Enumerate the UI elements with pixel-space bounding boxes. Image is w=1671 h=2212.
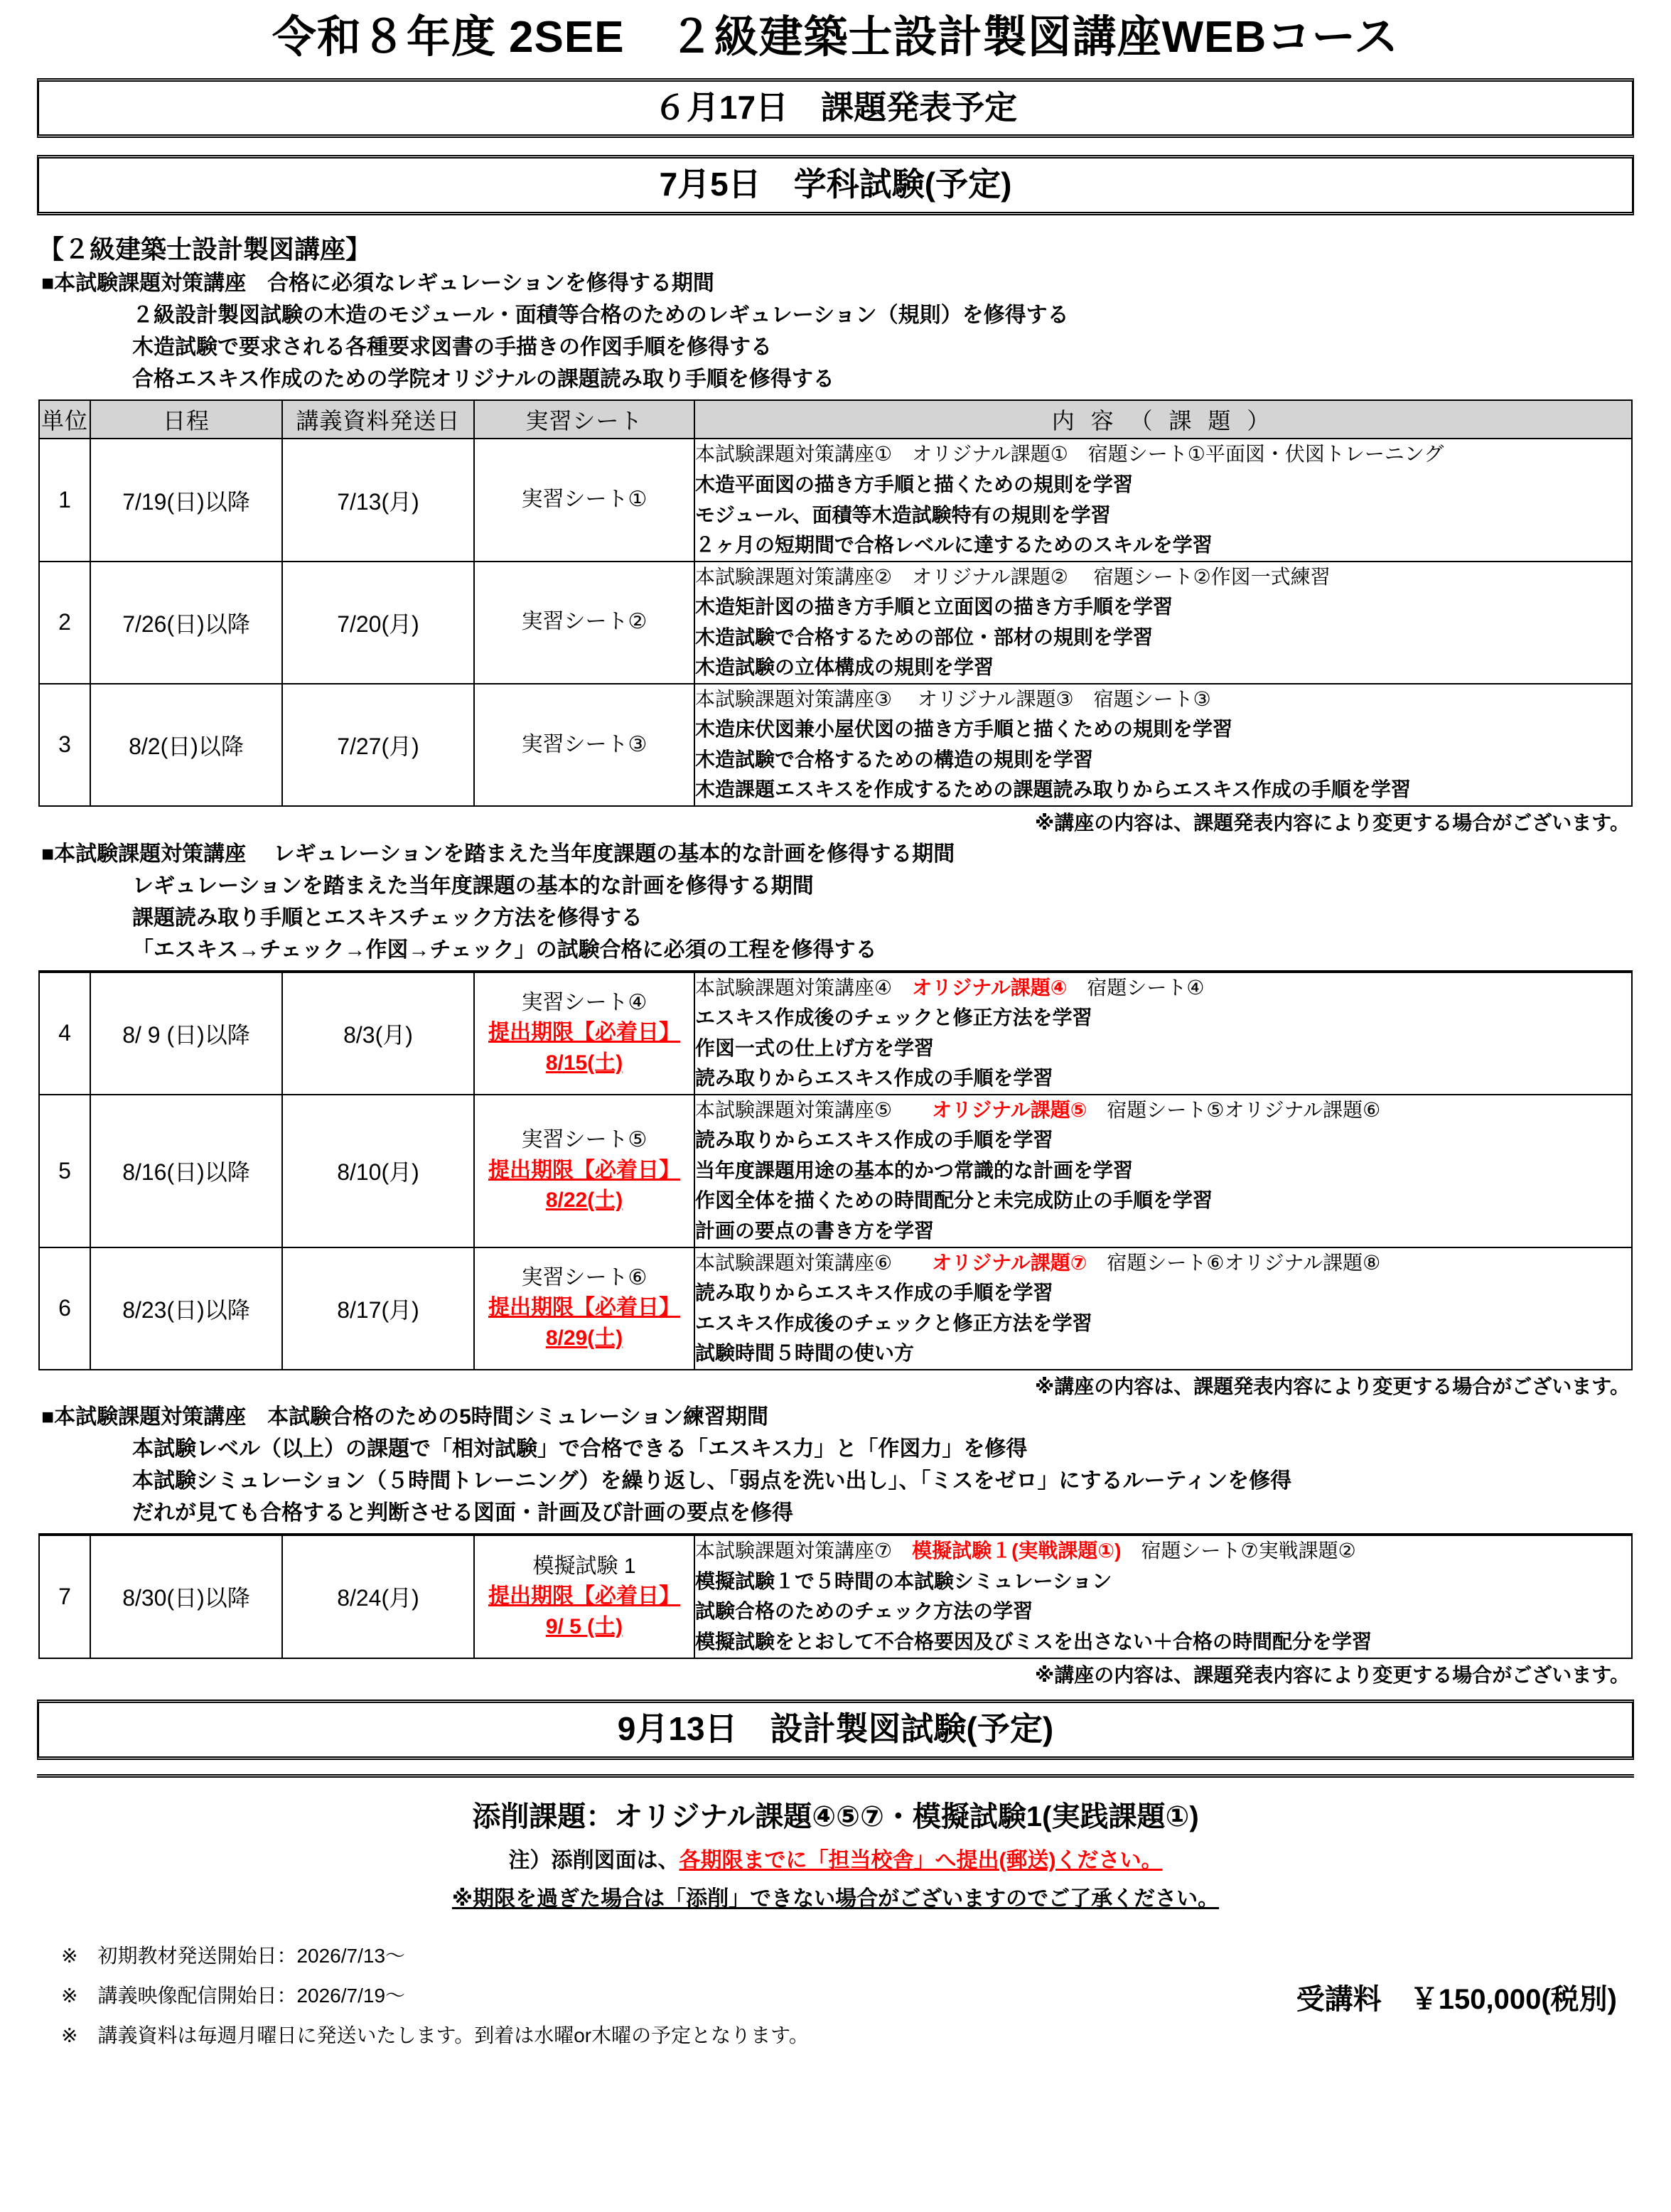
cell-date: 8/2(日)以降 [90,684,282,806]
cell-practice-sheet [474,562,694,684]
cell-practice-sheet [474,1247,694,1370]
practice-sheet-label: 模擬試験 1 [532,1554,636,1578]
section3-bullet-2: 本試験シミュレーション（５時間トレーニング）を繰り返し、「弱点を洗い出し」、「ミスをゼロ」にするルーティンを修得 [132,1469,1292,1493]
content-heading-highlight: オリジナル課題④ [912,976,1068,999]
cell-date: 8/16(日)以降 [90,1095,282,1247]
deadline-date: 8/29(土) [545,1326,623,1350]
cell-unit: 3 [39,684,90,806]
deadline-label: 提出期限【必着日】 [488,1296,680,1320]
content-heading-line [695,1095,1631,1126]
cell-unit: 5 [39,1095,90,1247]
content-heading-plain: 本試験課題対策講座② オリジナル課題② 宿題シート②作図一式練習 [695,565,1331,588]
course-label: 【２級建築士設計製図講座】 [38,235,372,264]
table-row [39,972,1632,1095]
cell-date: 7/26(日)以降 [90,562,282,684]
content-line: 読み取りからエスキス作成の手順を学習 [695,1067,1053,1090]
content-heading-tail: 宿題シート⑤オリジナル課題⑥ [1087,1098,1381,1121]
deadline-label: 提出期限【必着日】 [488,1158,680,1182]
content-heading-plain: 本試験課題対策講座⑥ [695,1251,933,1274]
content-line: 木造矩計図の描き方手順と立面図の描き方手順を学習 [695,596,1173,618]
footer-notes [61,1936,809,2056]
practice-sheet-label: 実習シート③ [521,732,648,756]
content-line: 木造課題エスキスを作成するための課題読み取りからエスキス作成の手順を学習 [695,778,1411,801]
content-heading-highlight: オリジナル課題⑤ [932,1098,1087,1121]
deadline-date: 8/15(土) [545,1051,623,1075]
course-price: 受講料 ￥150,000(税別) [1296,1984,1617,2015]
content-heading-line [695,684,1631,715]
section1-bullet-3: 合格エスキス作成のための学院オリジナルの課題読み取り手順を修得する [132,367,834,392]
content-line: 木造試験の立体構成の規則を学習 [695,656,994,679]
cell-send-date: 8/3(月) [282,972,474,1095]
section2-bullet-1: レギュレーションを踏まえた当年度課題の基本的な計画を修得する期間 [132,874,814,898]
cell-practice-sheet [474,439,694,561]
content-heading-tail: 宿題シート④ [1067,976,1205,999]
cell-content [694,439,1632,561]
banner-task-announcement: ６月17日 課題発表予定 [37,78,1634,139]
table-row [39,439,1632,561]
deadline-date: 8/22(土) [545,1188,623,1213]
content-heading-tail: 宿題シート⑥オリジナル課題⑧ [1087,1251,1381,1274]
table-header-row [39,400,1632,439]
content-line: エスキス作成後のチェックと修正方法を学習 [695,1311,1092,1334]
table-row [39,684,1632,806]
cell-unit: 7 [39,1535,90,1658]
content-line: 試験合格のためのチェック方法の学習 [695,1600,1033,1623]
section3-bullet-3: だれが見ても合格すると判断させる図面・計画及び計画の要点を修得 [132,1501,793,1525]
section1-heading: ■本試験課題対策講座 合格に必須なレギュレーションを修得する期間 [41,272,714,296]
schedule-table-block2 [38,970,1633,1370]
content-line: ２ヶ月の短期間で合格レベルに達するためのスキルを学習 [695,534,1213,557]
content-heading-line [695,1248,1631,1279]
content-heading-line [695,973,1631,1004]
cell-date: 8/ 9 (日)以降 [90,972,282,1095]
cell-content [694,1247,1632,1370]
table-row [39,1095,1632,1247]
cell-practice-sheet [474,1535,694,1658]
section2-bullet-3: 「エスキス→チェック→作図→チェック」の試験合格に必須の工程を修得する [132,938,877,962]
cell-content [694,1095,1632,1247]
cell-send-date: 8/24(月) [282,1535,474,1658]
content-line: 模擬試験をとおして不合格要因及びミスを出さない＋合格の時間配分を学習 [695,1630,1372,1653]
practice-sheet-label: 実習シート① [521,488,648,512]
practice-sheet-label: 実習シート② [521,610,648,634]
content-line: モジュール、面積等木造試験特有の規則を学習 [695,503,1111,526]
header-date: 日程 [90,400,282,439]
divider-rule [37,1774,1634,1778]
table-note-3: ※講座の内容は、課題発表内容により変更する場合がございます。 [1035,1663,1630,1686]
header-content: 内 容 （ 課 題 ） [694,400,1632,439]
content-line: 模擬試験１で５時間の本試験シミュレーション [695,1569,1112,1592]
cell-unit: 2 [39,562,90,684]
header-unit: 単位 [39,400,90,439]
footer-note-2: ※ 講義映像配信開始日：2026/7/19〜 [61,1985,406,2007]
content-heading-plain: 本試験課題対策講座① オリジナル課題① 宿題シート①平面図・伏図トレーニング [695,443,1444,466]
section3-bullet-1: 本試験レベル（以上）の課題で「相対試験」で合格できる「エスキス力」と「作図力」を修得 [132,1437,1028,1461]
content-line: 試験時間５時間の使い方 [695,1342,915,1365]
section2-bullet-2: 課題読み取り手順とエスキスチェック方法を修得する [132,906,643,930]
submission-note-red: 各期限までに「担当校舎」へ提出(郵送)ください。 [679,1849,1163,1872]
deadline-warning [26,1886,1645,1913]
banner-written-exam: 7月5日 学科試験(予定) [37,155,1634,215]
content-line: 作図一式の仕上げ方を学習 [695,1036,935,1059]
cell-send-date: 8/17(月) [282,1247,474,1370]
content-heading-plain: 本試験課題対策講座④ [695,976,913,999]
content-line: 木造平面図の描き方手順と描くための規則を学習 [695,473,1134,496]
cell-unit: 1 [39,439,90,561]
section2-heading: ■本試験課題対策講座 レギュレーションを踏まえた当年度課題の基本的な計画を修得する期間 [41,842,955,866]
content-heading-highlight: オリジナル課題⑦ [932,1251,1087,1274]
practice-sheet-label: 実習シート⑥ [521,1265,648,1289]
content-heading-line [695,439,1631,470]
cell-send-date: 7/27(月) [282,684,474,806]
header-practice-sheet: 実習シート [474,400,694,439]
content-heading-highlight: 模擬試験１(実戦課題①) [912,1540,1122,1562]
footer-note-3: ※ 講義資料は毎週月曜日に発送いたします。到着は水曜or木曜の予定となります。 [61,2024,809,2046]
content-heading-line [695,562,1631,593]
practice-sheet-label: 実習シート④ [521,990,648,1014]
content-heading-tail: 宿題シート⑦実戦課題② [1121,1540,1356,1562]
cell-content [694,1535,1632,1658]
content-line: 木造試験で合格するための部位・部材の規則を学習 [695,626,1154,648]
content-line: 読み取りからエスキス作成の手順を学習 [695,1282,1053,1304]
deadline-label: 提出期限【必着日】 [488,1584,680,1609]
practice-sheet-label: 実習シート⑤ [521,1128,648,1152]
footer-row [26,1936,1645,2056]
deadline-label: 提出期限【必着日】 [488,1021,680,1045]
table-note-2: ※講座の内容は、課題発表内容により変更する場合がございます。 [1035,1375,1630,1397]
table-row [39,1247,1632,1370]
banner-design-exam: 9月13日 設計製図試験(予定) [37,1700,1634,1760]
section3-heading: ■本試験課題対策講座 本試験合格のための5時間シミュレーション練習期間 [41,1405,769,1429]
cell-practice-sheet [474,972,694,1095]
content-line: 作図全体を描くための時間配分と未完成防止の手順を学習 [695,1189,1213,1212]
cell-send-date: 7/20(月) [282,562,474,684]
table-note-1: ※講座の内容は、課題発表内容により変更する場合がございます。 [1035,812,1630,834]
cell-practice-sheet [474,1095,694,1247]
content-line: 木造床伏図兼小屋伏図の描き方手順と描くための規則を学習 [695,718,1233,741]
cell-date: 7/19(日)以降 [90,439,282,561]
submission-note [26,1847,1645,1874]
header-send-date: 講義資料発送日 [282,400,474,439]
content-heading-line [695,1536,1631,1567]
cell-unit: 4 [39,972,90,1095]
content-line: 木造試験で合格するための構造の規則を学習 [695,748,1094,771]
content-line: 当年度課題用途の基本的かつ常識的な計画を学習 [695,1159,1134,1181]
section1-bullet-1: ２級設計製図試験の木造のモジュール・面積等合格のためのレギュレーション（規則）を修得する [132,304,1069,328]
table-row [39,562,1632,684]
deadline-date: 9/ 5 (土) [545,1614,623,1638]
submission-note-prefix: 注）添削図面は、 [508,1849,679,1872]
cell-send-date: 8/10(月) [282,1095,474,1247]
cell-content [694,972,1632,1095]
content-heading-plain: 本試験課題対策講座③ オリジナル課題③ 宿題シート③ [695,687,1211,710]
deadline-warning-text: ※期限を過ぎた場合は「添削」できない場合がございますのでご了承ください。 [451,1886,1220,1911]
cell-date: 8/23(日)以降 [90,1247,282,1370]
content-line: 読み取りからエスキス作成の手順を学習 [695,1129,1053,1151]
content-line: エスキス作成後のチェックと修正方法を学習 [695,1006,1092,1029]
cell-unit: 6 [39,1247,90,1370]
content-heading-plain: 本試験課題対策講座⑤ [695,1098,933,1121]
content-heading-plain: 本試験課題対策講座⑦ [695,1540,913,1562]
cell-practice-sheet [474,684,694,806]
footer-note-1: ※ 初期教材発送開始日：2026/7/13〜 [61,1945,406,1967]
cell-send-date: 7/13(月) [282,439,474,561]
cell-date: 8/30(日)以降 [90,1535,282,1658]
cell-content [694,562,1632,684]
page-title: 令和８年度 2SEE ２級建築士設計製図講座WEBコース [272,13,1399,62]
correction-assignments: 添削課題：オリジナル課題④⑤⑦・模擬試験1(実践課題①) [472,1801,1199,1832]
content-line: 計画の要点の書き方を学習 [695,1220,935,1242]
cell-content [694,684,1632,806]
table-row [39,1535,1632,1658]
schedule-table-block3 [38,1533,1633,1658]
schedule-table-block1 [38,399,1633,807]
section1-bullet-2: 木造試験で要求される各種要求図書の手描きの作図手順を修得する [132,335,772,360]
